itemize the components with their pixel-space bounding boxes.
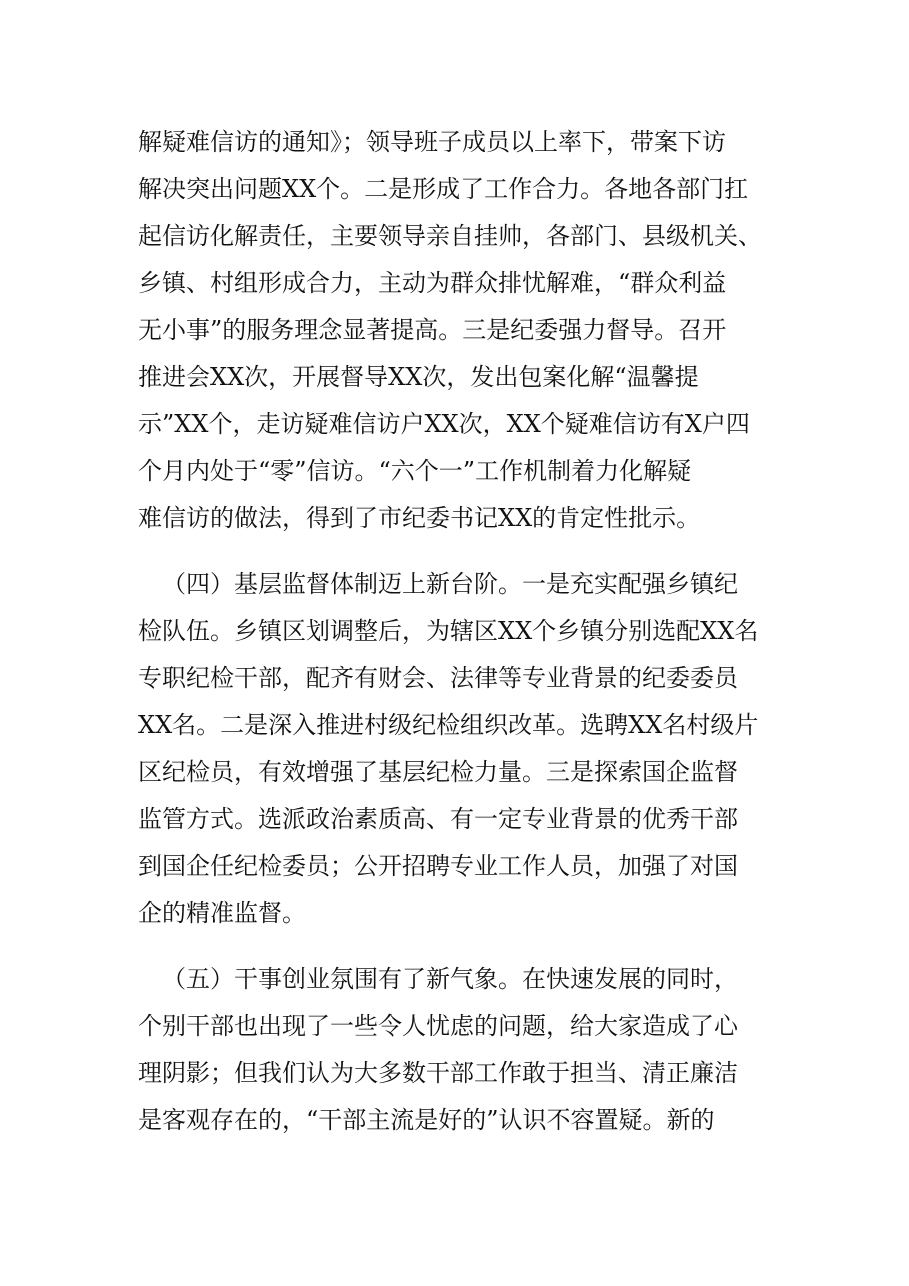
text-line: 监管方式。选派政治素质高、有一定专业背景的优秀干部 [138,805,738,833]
text-line: 专职纪检干部，配齐有财会、法律等专业背景的纪委委员 [138,664,738,692]
text-line: 检队伍。乡镇区划调整后，为辖区XX个乡镇分别选配XX名 [138,617,759,645]
text-line: 个月内处于“零”信访。“六个一”工作机制着力化解疑 [138,457,692,485]
text-line: 无小事”的服务理念显著提高。三是纪委强力督导。召开 [138,316,727,344]
text-line: 起信访化解责任，主要领导亲自挂帅，各部门、县级机关、 [138,222,762,250]
section-heading-line: （四）基层监督体制迈上新台阶。一是充实配强乡镇纪 [162,570,738,598]
text-line: 理阴影；但我们认为大多数干部工作敢于担当、清正廉洁 [138,1059,738,1087]
text-line: 解疑难信访的通知》；领导班子成员以上率下，带案下访 [138,128,726,156]
text-line: 企的精准监督。 [138,899,306,927]
text-line: 乡镇、村组形成合力，主动为群众排忧解难，“群众利益 [138,269,727,297]
text-line: 解决突出问题XX个。二是形成了工作合力。各地各部门扛 [138,175,749,203]
text-line: 个别干部也出现了一些令人忧虑的问题，给大家造成了心 [138,1012,738,1040]
text-line: 是客观存在的，“干部主流是好的”认识不容置疑。新的 [138,1106,715,1134]
text-line: 区纪检员，有效增强了基层纪检力量。三是探索国企监督 [138,758,738,786]
text-line: XX名。二是深入推进村级纪检组织改革。选聘XX名村级片 [138,711,759,739]
text-line: 示”XX个，走访疑难信访户XX次，XX个疑难信访有X户四 [138,410,750,438]
section-heading-line: （五）干事创业氛围有了新气象。在快速发展的同时， [162,965,738,993]
text-line: 难信访的做法，得到了市纪委书记XX的肯定性批示。 [138,504,701,532]
text-line: 推进会XX次，开展督导XX次，发出包案化解“温馨提 [138,363,699,391]
text-line: 到国企任纪检委员；公开招聘专业工作人员，加强了对国 [138,852,738,880]
